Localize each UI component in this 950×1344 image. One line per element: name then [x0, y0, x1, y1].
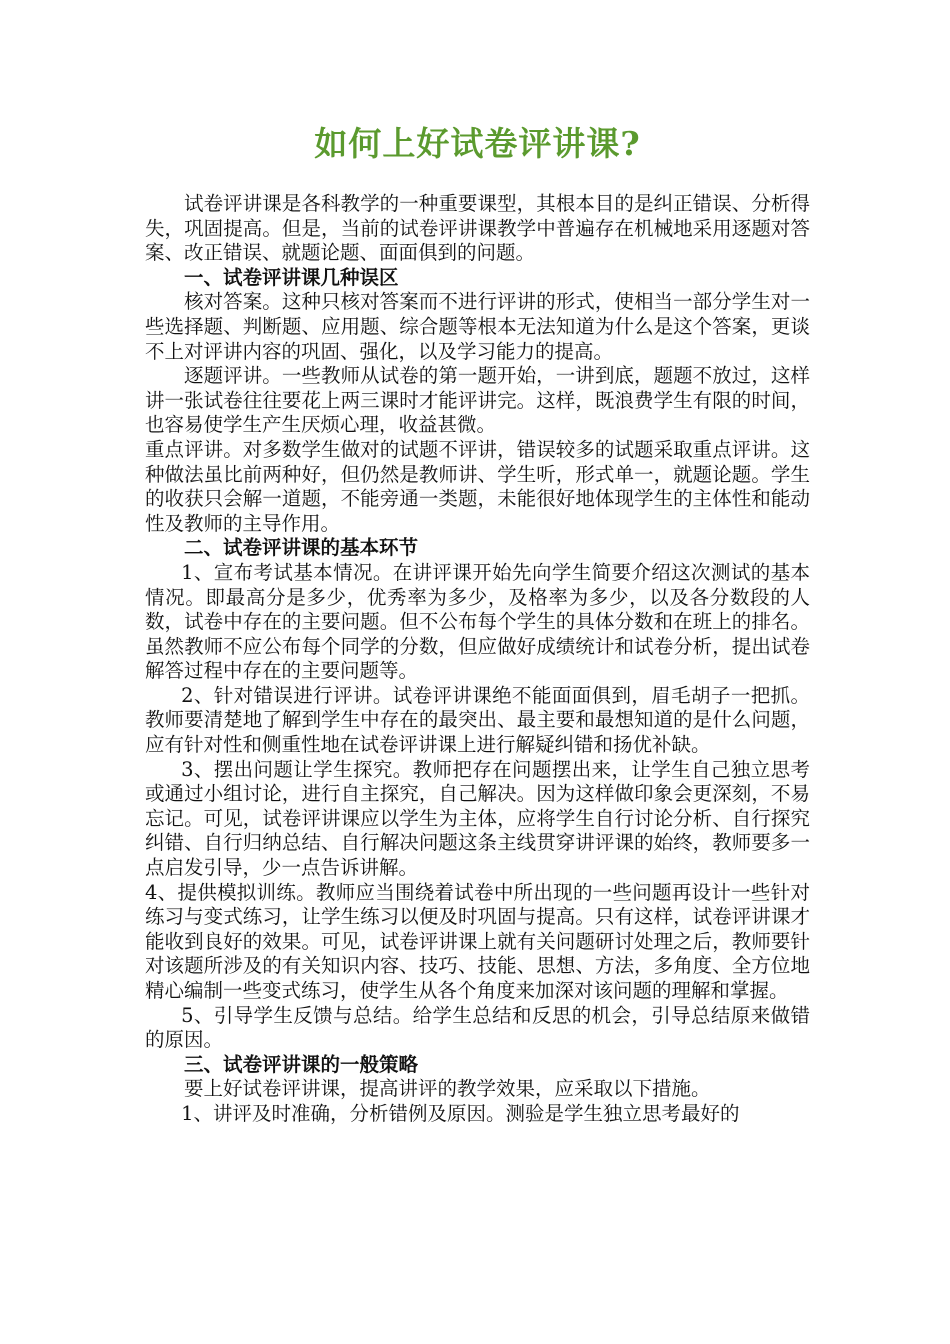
paragraph-step-3: 3、摆出问题让学生探究。教师把存在问题摆出来，让学生自己独立思考或通过小组讨论，进行自主探究，自己解决。因为这样做印象会更深刻，不易忘记。可见，试卷评讲课应以学生为主体，应将学生自行讨论分析、自行探究纠错、自行归纳总结、自行解决问题这条主线贯穿讲评课的始终，教师要多一点启发引导，少一点告诉讲解。 — [145, 757, 810, 880]
paragraph-step-2: 2、针对错误进行评讲。试卷评讲课绝不能面面俱到，眉毛胡子一把抓。教师要清楚地了解到学生中存在的最突出、最主要和最想知道的是什么问题，应有针对性和侧重性地在试卷评讲课上进行解疑纠错和扬优补缺。 — [145, 683, 810, 757]
paragraph-check-answers: 核对答案。这种只核对答案而不进行评讲的形式，使相当一部分学生对一些选择题、判断题、应用题、综合题等根本无法知道为什么是这个答案，更谈不上对评讲内容的巩固、强化，以及学习能力的提高。 — [145, 290, 810, 363]
paragraph-focus-review: 重点评讲。对多数学生做对的试题不评讲，错误较多的试题采取重点评讲。这种做法虽比前两种好，但仍然是教师讲、学生听，形式单一，就题论题。学生的收获只会解一道题，不能旁通一类题，未能很好地体现学生的主体性和能动性及教师的主导作用。 — [145, 437, 810, 535]
document-page — [145, 118, 810, 1127]
section-heading-3: 三、试卷评讲课的一般策略 — [184, 1052, 419, 1076]
paragraph-item-by-item: 逐题评讲。一些教师从试卷的第一题开始，一讲到底，题题不放过，这样讲一张试卷往往要花上两三课时才能评讲完。这样，既浪费学生有限的时间，也容易使学生产生厌烦心理，收益甚微。 — [145, 364, 810, 437]
section-heading-2: 二、试卷评讲课的基本环节 — [184, 536, 419, 560]
section-heading-1: 一、试卷评讲课几种误区 — [184, 265, 399, 289]
paragraph-intro: 试卷评讲课是各科教学的一种重要课型，其根本目的是纠正错误、分析得失，巩固提高。但是，当前的试卷评讲课教学中普遍存在机械地采用逐题对答案、改正错误、就题论题、面面俱到的问题。 — [145, 192, 810, 265]
paragraph-step-1: 1、宣布考试基本情况。在讲评课开始先向学生简要介绍这次测试的基本情况。即最高分是多少，优秀率为多少，及格率为多少，以及各分数段的人数，试卷中存在的主要问题。但不公布每个学生的具体分数和在班上的排名。虽然教师不应公布每个同学的分数，但应做好成绩统计和试卷分析，提出试卷解答过程中存在的主要问题等。 — [145, 560, 810, 683]
document-body — [145, 192, 810, 1127]
paragraph-step-4: 4、提供模拟训练。教师应当围绕着试卷中所出现的一些问题再设计一些针对练习与变式练习，让学生练习以便及时巩固与提高。只有这样，试卷评讲课才能收到良好的效果。可见，试卷评讲课上就有关问题研讨处理之后，教师要针对该题所涉及的有关知识内容、技巧、技能、思想、方法，多角度、全方位地精心编制一些变式练习，使学生从各个角度来加深对该问题的理解和掌握。 — [145, 880, 810, 1002]
paragraph-strategy-1: 1、讲评及时准确，分析错例及原因。测验是学生独立思考最好的 — [181, 1101, 740, 1125]
paragraph-step-5: 5、引导学生反馈与总结。给学生总结和反思的机会，引导总结原来做错的原因。 — [145, 1003, 810, 1052]
paragraph-strategy-intro: 要上好试卷评讲课，提高讲评的教学效果，应采取以下措施。 — [184, 1077, 711, 1101]
document-title: 如何上好试卷评讲课? — [314, 124, 641, 163]
